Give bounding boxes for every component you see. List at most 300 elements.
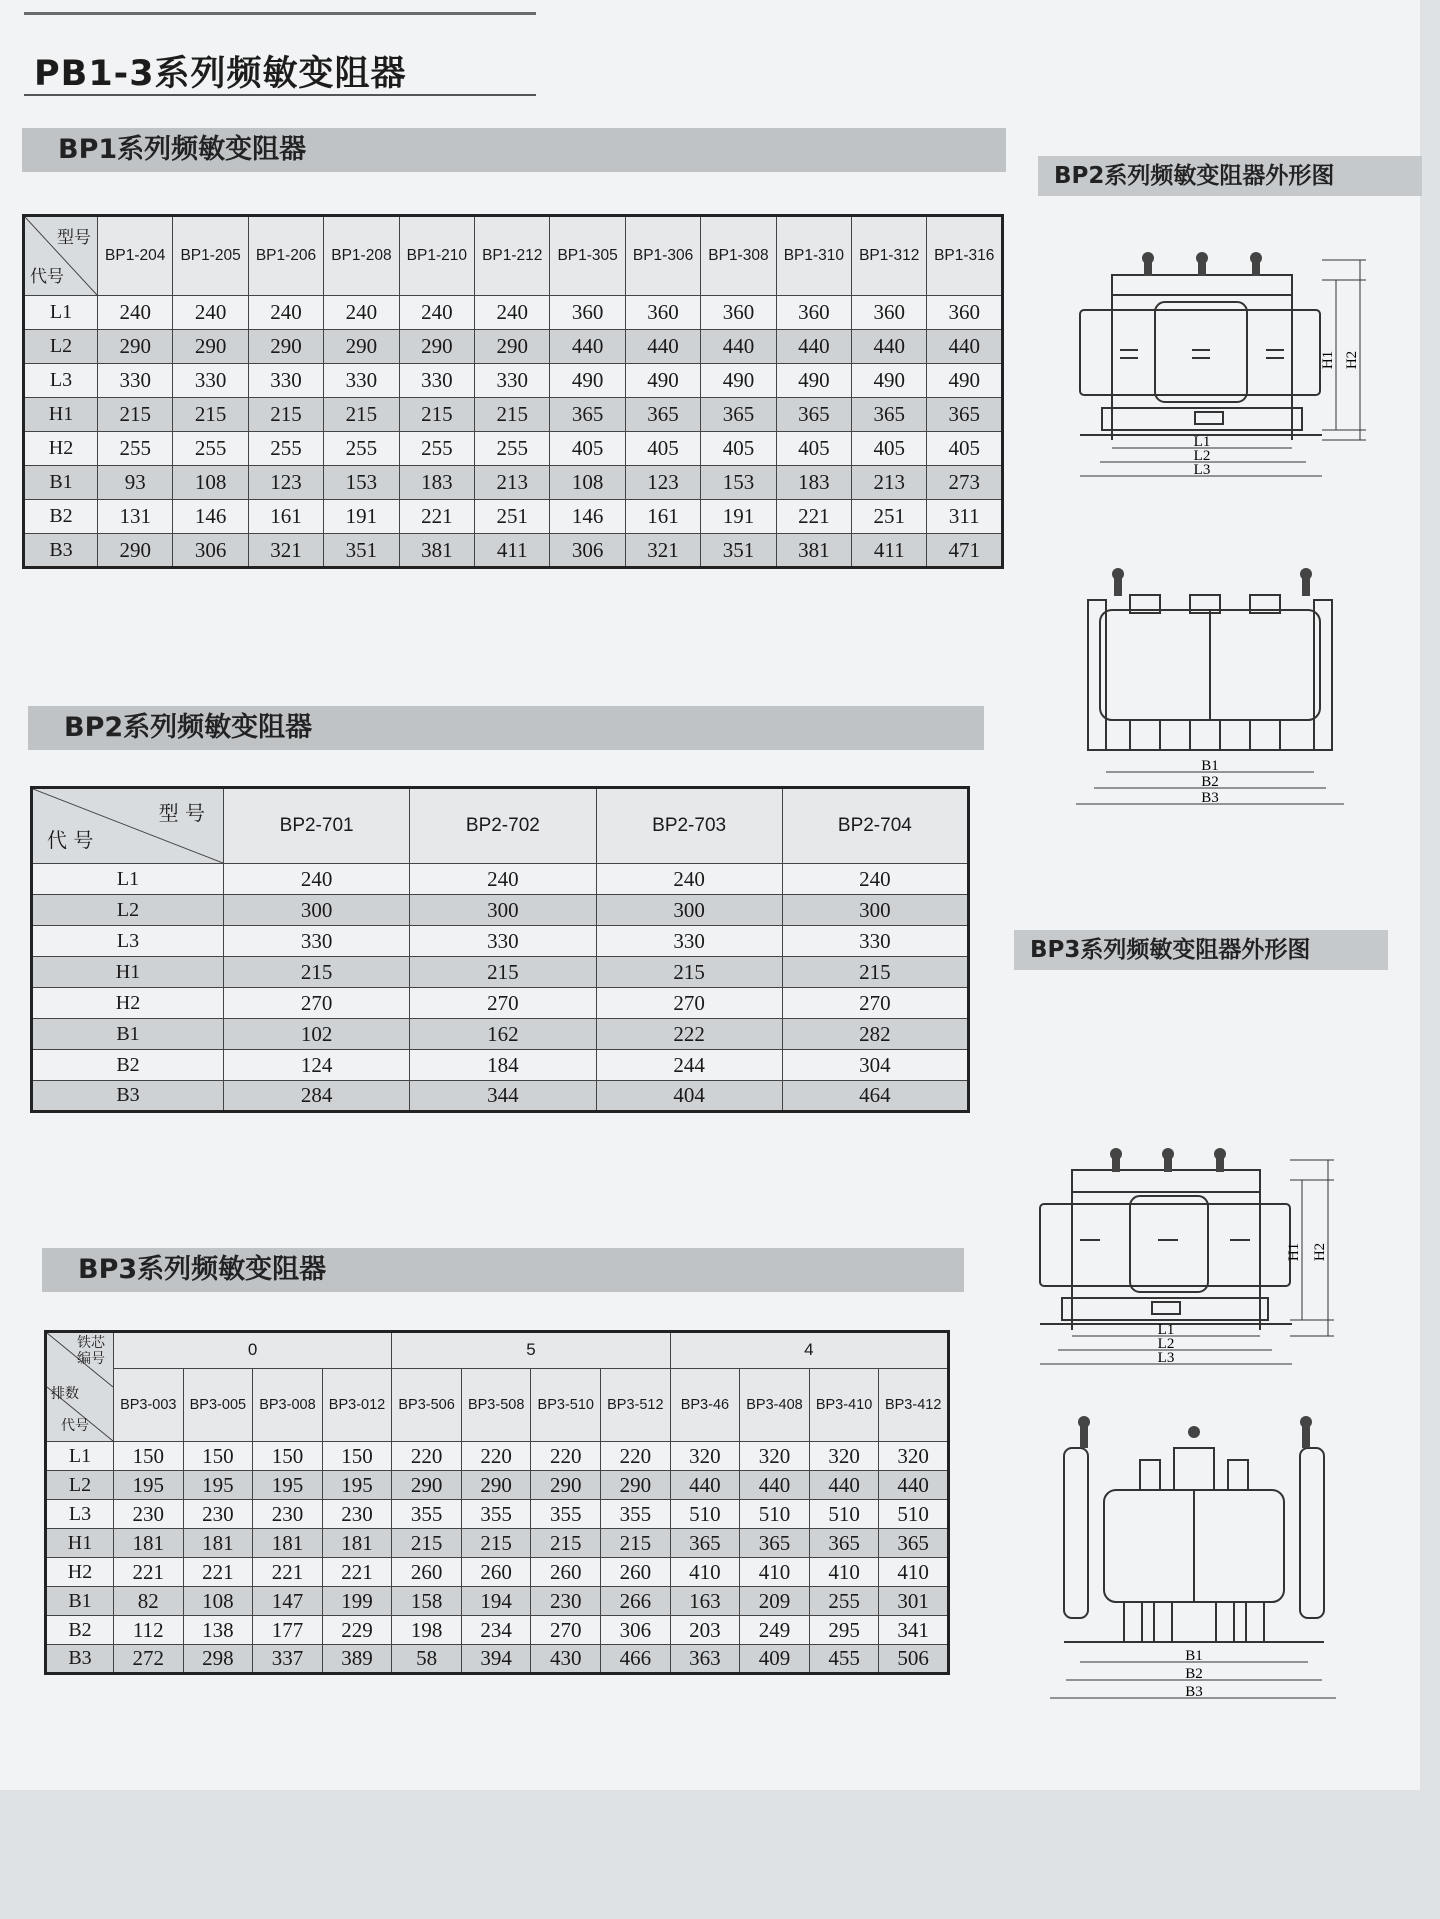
table-cell: 290: [461, 1471, 531, 1500]
table-cell: 150: [183, 1442, 253, 1471]
table-cell: 440: [550, 330, 625, 364]
table-cell: 300: [596, 895, 782, 926]
bp3-model-bp3-512: BP3-512: [601, 1368, 671, 1441]
table-cell: 510: [879, 1500, 949, 1529]
table-cell: 490: [852, 364, 927, 398]
bp1-model-bp1-206: BP1-206: [248, 216, 323, 296]
table-cell: 440: [879, 1471, 949, 1500]
table-cell: 330: [248, 364, 323, 398]
table-cell: 344: [410, 1081, 596, 1112]
table-row: [46, 1616, 949, 1645]
table-cell: 150: [253, 1442, 323, 1471]
table-cell: 230: [322, 1500, 392, 1529]
table-cell: 184: [410, 1050, 596, 1081]
bp3-spec-table: [44, 1330, 950, 1675]
row-code-l1: L1: [24, 296, 98, 330]
table-cell: 272: [114, 1645, 184, 1674]
dim-l2: L2: [1157, 1336, 1175, 1352]
table-cell: 365: [852, 398, 927, 432]
table-cell: 251: [475, 500, 550, 534]
bp2-model-bp2-702: BP2-702: [410, 788, 596, 864]
table-cell: 320: [809, 1442, 879, 1471]
table-cell: 161: [625, 500, 700, 534]
dim-l2: L2: [1193, 448, 1211, 464]
table-cell: 220: [461, 1442, 531, 1471]
corner-rows-label: 排数: [51, 1386, 79, 1402]
table-cell: 363: [670, 1645, 740, 1674]
bp1-model-bp1-204: BP1-204: [98, 216, 173, 296]
table-cell: 222: [596, 1019, 782, 1050]
corner-model-label: 型 号: [158, 801, 205, 825]
table-cell: 195: [322, 1471, 392, 1500]
table-cell: 440: [625, 330, 700, 364]
table-cell: 270: [531, 1616, 601, 1645]
table-row: [24, 466, 1003, 500]
table-cell: 440: [701, 330, 776, 364]
bp3-front-view-drawing: [1030, 1140, 1386, 1370]
table-cell: 244: [596, 1050, 782, 1081]
corner-code-label: 代号: [61, 1418, 89, 1434]
table-cell: 330: [596, 926, 782, 957]
bp1-model-bp1-312: BP1-312: [852, 216, 927, 296]
table-cell: 163: [670, 1587, 740, 1616]
dim-b3: B3: [1185, 1684, 1203, 1700]
table-cell: 284: [224, 1081, 410, 1112]
bp3-model-bp3-508: BP3-508: [461, 1368, 531, 1441]
row-code-h2: H2: [24, 432, 98, 466]
table-cell: 249: [740, 1616, 810, 1645]
table-cell: 290: [98, 534, 173, 568]
table-cell: 251: [852, 500, 927, 534]
table-cell: 230: [114, 1500, 184, 1529]
table-cell: 240: [248, 296, 323, 330]
table-cell: 240: [596, 864, 782, 895]
table-cell: 273: [927, 466, 1003, 500]
table-cell: 255: [324, 432, 399, 466]
table-row: [46, 1558, 949, 1587]
table-cell: 464: [782, 1081, 968, 1112]
dim-l1: L1: [1157, 1322, 1175, 1338]
table-cell: 195: [253, 1471, 323, 1500]
table-cell: 330: [324, 364, 399, 398]
table-cell: 153: [701, 466, 776, 500]
table-cell: 183: [776, 466, 851, 500]
dim-h1: H1: [1286, 1242, 1302, 1262]
dim-b2: B2: [1185, 1666, 1203, 1682]
table-cell: 381: [776, 534, 851, 568]
table-cell: 490: [701, 364, 776, 398]
table-cell: 102: [224, 1019, 410, 1050]
table-cell: 260: [392, 1558, 462, 1587]
table-cell: 240: [782, 864, 968, 895]
table-cell: 290: [173, 330, 248, 364]
bp1-model-bp1-210: BP1-210: [399, 216, 474, 296]
table-row: [24, 534, 1003, 568]
table-cell: 330: [782, 926, 968, 957]
table-cell: 360: [701, 296, 776, 330]
table-cell: 215: [596, 957, 782, 988]
table-cell: 195: [183, 1471, 253, 1500]
dim-h1: H1: [1320, 350, 1336, 370]
bp3-corner-cell: [46, 1332, 114, 1442]
bp3-model-bp3-003: BP3-003: [114, 1368, 184, 1441]
table-cell: 131: [98, 500, 173, 534]
dim-b1: B1: [1201, 758, 1219, 774]
table-cell: 510: [740, 1500, 810, 1529]
bp3-model-bp3-506: BP3-506: [392, 1368, 462, 1441]
bp3-model-bp3-008: BP3-008: [253, 1368, 323, 1441]
table-cell: 381: [399, 534, 474, 568]
bp1-model-bp1-305: BP1-305: [550, 216, 625, 296]
table-cell: 82: [114, 1587, 184, 1616]
bp3-outline-caption: BP3系列频敏变阻器外形图: [1014, 930, 1388, 970]
table-cell: 410: [670, 1558, 740, 1587]
table-cell: 300: [782, 895, 968, 926]
row-code-h1: H1: [46, 1529, 114, 1558]
table-cell: 199: [322, 1587, 392, 1616]
table-cell: 153: [324, 466, 399, 500]
dim-h2: H2: [1344, 350, 1360, 370]
row-code-b3: B3: [32, 1081, 224, 1112]
row-code-h2: H2: [32, 988, 224, 1019]
table-cell: 440: [809, 1471, 879, 1500]
bp2-model-bp2-704: BP2-704: [782, 788, 968, 864]
bp2-side-view-drawing: [1060, 560, 1360, 820]
bp1-model-bp1-316: BP1-316: [927, 216, 1003, 296]
table-cell: 290: [98, 330, 173, 364]
table-row: [32, 957, 969, 988]
bp1-model-bp1-212: BP1-212: [475, 216, 550, 296]
table-row: [24, 500, 1003, 534]
table-cell: 270: [782, 988, 968, 1019]
bp3-group-4: 4: [670, 1332, 948, 1369]
table-cell: 215: [782, 957, 968, 988]
table-cell: 405: [852, 432, 927, 466]
table-cell: 290: [392, 1471, 462, 1500]
table-cell: 351: [324, 534, 399, 568]
table-cell: 181: [322, 1529, 392, 1558]
bp3-model-bp3-005: BP3-005: [183, 1368, 253, 1441]
table-cell: 230: [531, 1587, 601, 1616]
table-cell: 320: [879, 1442, 949, 1471]
table-cell: 306: [550, 534, 625, 568]
table-cell: 240: [399, 296, 474, 330]
title-underline: [24, 94, 536, 96]
table-cell: 320: [670, 1442, 740, 1471]
table-cell: 337: [253, 1645, 323, 1674]
bp1-model-bp1-205: BP1-205: [173, 216, 248, 296]
row-code-b2: B2: [24, 500, 98, 534]
table-cell: 147: [253, 1587, 323, 1616]
bp2-header-row: [32, 788, 969, 864]
table-cell: 411: [475, 534, 550, 568]
table-cell: 215: [98, 398, 173, 432]
table-cell: 191: [701, 500, 776, 534]
table-cell: 490: [776, 364, 851, 398]
table-cell: 298: [183, 1645, 253, 1674]
table-cell: 230: [253, 1500, 323, 1529]
bp1-section-title: BP1系列频敏变阻器: [22, 128, 1006, 172]
table-cell: 240: [224, 864, 410, 895]
table-cell: 490: [550, 364, 625, 398]
dim-h2: H2: [1312, 1242, 1328, 1262]
table-cell: 240: [324, 296, 399, 330]
table-cell: 195: [114, 1471, 184, 1500]
table-cell: 229: [322, 1616, 392, 1645]
table-cell: 146: [173, 500, 248, 534]
table-cell: 394: [461, 1645, 531, 1674]
table-cell: 123: [625, 466, 700, 500]
row-code-l2: L2: [46, 1471, 114, 1500]
table-cell: 510: [670, 1500, 740, 1529]
table-cell: 112: [114, 1616, 184, 1645]
table-cell: 255: [475, 432, 550, 466]
table-cell: 455: [809, 1645, 879, 1674]
table-cell: 234: [461, 1616, 531, 1645]
table-cell: 300: [410, 895, 596, 926]
table-row: [32, 1019, 969, 1050]
table-cell: 221: [183, 1558, 253, 1587]
bp3-model-bp3-510: BP3-510: [531, 1368, 601, 1441]
table-cell: 290: [531, 1471, 601, 1500]
table-row: [46, 1645, 949, 1674]
table-cell: 255: [248, 432, 323, 466]
row-code-l2: L2: [24, 330, 98, 364]
table-cell: 108: [173, 466, 248, 500]
table-cell: 409: [740, 1645, 810, 1674]
table-cell: 215: [224, 957, 410, 988]
table-cell: 440: [852, 330, 927, 364]
table-cell: 282: [782, 1019, 968, 1050]
table-row: [46, 1529, 949, 1558]
corner-code-label: 代号: [30, 267, 64, 287]
bp3-group-0: 0: [114, 1332, 392, 1369]
row-code-b3: B3: [24, 534, 98, 568]
table-cell: 181: [253, 1529, 323, 1558]
table-cell: 191: [324, 500, 399, 534]
table-cell: 295: [809, 1616, 879, 1645]
table-cell: 255: [809, 1587, 879, 1616]
table-cell: 255: [98, 432, 173, 466]
table-row: [32, 1050, 969, 1081]
table-cell: 240: [173, 296, 248, 330]
table-row: [32, 864, 969, 895]
table-cell: 215: [173, 398, 248, 432]
bp1-model-bp1-306: BP1-306: [625, 216, 700, 296]
page-title: PB1-3系列频敏变阻器: [34, 54, 407, 94]
dim-l3: L3: [1193, 462, 1211, 478]
table-cell: 203: [670, 1616, 740, 1645]
bp2-front-view-drawing: [1060, 240, 1416, 490]
bp3-group-5: 5: [392, 1332, 670, 1369]
row-code-b1: B1: [46, 1587, 114, 1616]
table-cell: 290: [475, 330, 550, 364]
bp1-model-bp1-310: BP1-310: [776, 216, 851, 296]
bp3-side-view-drawing: [1044, 1408, 1344, 1708]
table-row: [24, 330, 1003, 364]
table-cell: 124: [224, 1050, 410, 1081]
table-cell: 255: [399, 432, 474, 466]
table-cell: 365: [740, 1529, 810, 1558]
bp3-model-bp3-410: BP3-410: [809, 1368, 879, 1441]
table-cell: 440: [776, 330, 851, 364]
table-cell: 330: [173, 364, 248, 398]
table-cell: 311: [927, 500, 1003, 534]
table-cell: 194: [461, 1587, 531, 1616]
table-cell: 320: [740, 1442, 810, 1471]
table-cell: 330: [410, 926, 596, 957]
table-cell: 213: [852, 466, 927, 500]
table-row: [32, 926, 969, 957]
dim-l3: L3: [1157, 1350, 1175, 1366]
table-cell: 181: [183, 1529, 253, 1558]
table-cell: 221: [776, 500, 851, 534]
table-cell: 506: [879, 1645, 949, 1674]
table-cell: 490: [927, 364, 1003, 398]
table-cell: 215: [475, 398, 550, 432]
table-cell: 161: [248, 500, 323, 534]
table-cell: 405: [776, 432, 851, 466]
bp2-spec-table: [30, 786, 970, 1113]
table-cell: 490: [625, 364, 700, 398]
table-cell: 220: [531, 1442, 601, 1471]
table-cell: 183: [399, 466, 474, 500]
table-cell: 150: [114, 1442, 184, 1471]
table-cell: 330: [399, 364, 474, 398]
table-cell: 146: [550, 500, 625, 534]
dim-b3: B3: [1201, 790, 1219, 806]
table-cell: 330: [98, 364, 173, 398]
table-cell: 360: [550, 296, 625, 330]
table-cell: 290: [399, 330, 474, 364]
row-code-l1: L1: [32, 864, 224, 895]
table-cell: 301: [879, 1587, 949, 1616]
table-cell: 510: [809, 1500, 879, 1529]
table-cell: 266: [601, 1587, 671, 1616]
bp1-corner-cell: [24, 216, 98, 296]
table-cell: 360: [852, 296, 927, 330]
corner-core-label: 铁芯编号: [77, 1335, 105, 1367]
bp3-model-bp3-412: BP3-412: [879, 1368, 949, 1441]
table-row: [46, 1471, 949, 1500]
bp1-header-row: [24, 216, 1003, 296]
header-rule: [24, 12, 536, 15]
row-code-h1: H1: [32, 957, 224, 988]
table-cell: 404: [596, 1081, 782, 1112]
table-cell: 230: [183, 1500, 253, 1529]
row-code-l2: L2: [32, 895, 224, 926]
table-cell: 260: [461, 1558, 531, 1587]
table-cell: 440: [740, 1471, 810, 1500]
table-cell: 215: [410, 957, 596, 988]
table-cell: 405: [927, 432, 1003, 466]
bp3-model-bp3-408: BP3-408: [740, 1368, 810, 1441]
table-cell: 405: [625, 432, 700, 466]
table-cell: 215: [248, 398, 323, 432]
row-code-b3: B3: [46, 1645, 114, 1674]
table-cell: 215: [324, 398, 399, 432]
table-cell: 270: [224, 988, 410, 1019]
table-cell: 355: [461, 1500, 531, 1529]
table-cell: 177: [253, 1616, 323, 1645]
corner-model-label: 型号: [57, 228, 91, 248]
table-cell: 321: [625, 534, 700, 568]
bp2-model-bp2-703: BP2-703: [596, 788, 782, 864]
table-cell: 410: [740, 1558, 810, 1587]
table-cell: 181: [114, 1529, 184, 1558]
table-cell: 365: [625, 398, 700, 432]
table-cell: 220: [392, 1442, 462, 1471]
table-cell: 355: [392, 1500, 462, 1529]
table-cell: 93: [98, 466, 173, 500]
table-cell: 290: [324, 330, 399, 364]
table-row: [46, 1442, 949, 1471]
table-cell: 240: [98, 296, 173, 330]
corner-code-label: 代 号: [47, 828, 94, 852]
table-cell: 365: [670, 1529, 740, 1558]
table-cell: 138: [183, 1616, 253, 1645]
table-cell: 365: [550, 398, 625, 432]
table-row: [24, 398, 1003, 432]
bp1-spec-table: [22, 214, 1004, 569]
table-cell: 330: [475, 364, 550, 398]
bp3-model-bp3-46: BP3-46: [670, 1368, 740, 1441]
table-cell: 360: [776, 296, 851, 330]
row-code-h1: H1: [24, 398, 98, 432]
table-cell: 365: [809, 1529, 879, 1558]
row-code-b1: B1: [24, 466, 98, 500]
table-cell: 430: [531, 1645, 601, 1674]
table-cell: 240: [475, 296, 550, 330]
table-cell: 365: [927, 398, 1003, 432]
table-cell: 260: [601, 1558, 671, 1587]
row-code-l3: L3: [32, 926, 224, 957]
table-cell: 108: [550, 466, 625, 500]
table-row: [46, 1587, 949, 1616]
table-row: [24, 296, 1003, 330]
table-cell: 221: [399, 500, 474, 534]
table-cell: 215: [461, 1529, 531, 1558]
table-cell: 471: [927, 534, 1003, 568]
table-cell: 221: [253, 1558, 323, 1587]
dim-l1: L1: [1193, 434, 1211, 450]
table-cell: 410: [879, 1558, 949, 1587]
table-row: [24, 432, 1003, 466]
table-cell: 270: [596, 988, 782, 1019]
table-cell: 198: [392, 1616, 462, 1645]
bp1-model-bp1-208: BP1-208: [324, 216, 399, 296]
table-cell: 123: [248, 466, 323, 500]
table-cell: 215: [392, 1529, 462, 1558]
table-cell: 300: [224, 895, 410, 926]
table-cell: 306: [173, 534, 248, 568]
table-row: [32, 988, 969, 1019]
table-cell: 341: [879, 1616, 949, 1645]
bp1-model-bp1-308: BP1-308: [701, 216, 776, 296]
table-cell: 355: [531, 1500, 601, 1529]
row-code-h2: H2: [46, 1558, 114, 1587]
row-code-l3: L3: [46, 1500, 114, 1529]
table-cell: 360: [927, 296, 1003, 330]
table-cell: 365: [879, 1529, 949, 1558]
table-cell: 365: [701, 398, 776, 432]
bp2-corner-cell: [32, 788, 224, 864]
table-cell: 290: [601, 1471, 671, 1500]
row-code-b2: B2: [46, 1616, 114, 1645]
table-cell: 221: [322, 1558, 392, 1587]
table-cell: 306: [601, 1616, 671, 1645]
bp2-outline-caption: BP2系列频敏变阻器外形图: [1038, 156, 1422, 196]
